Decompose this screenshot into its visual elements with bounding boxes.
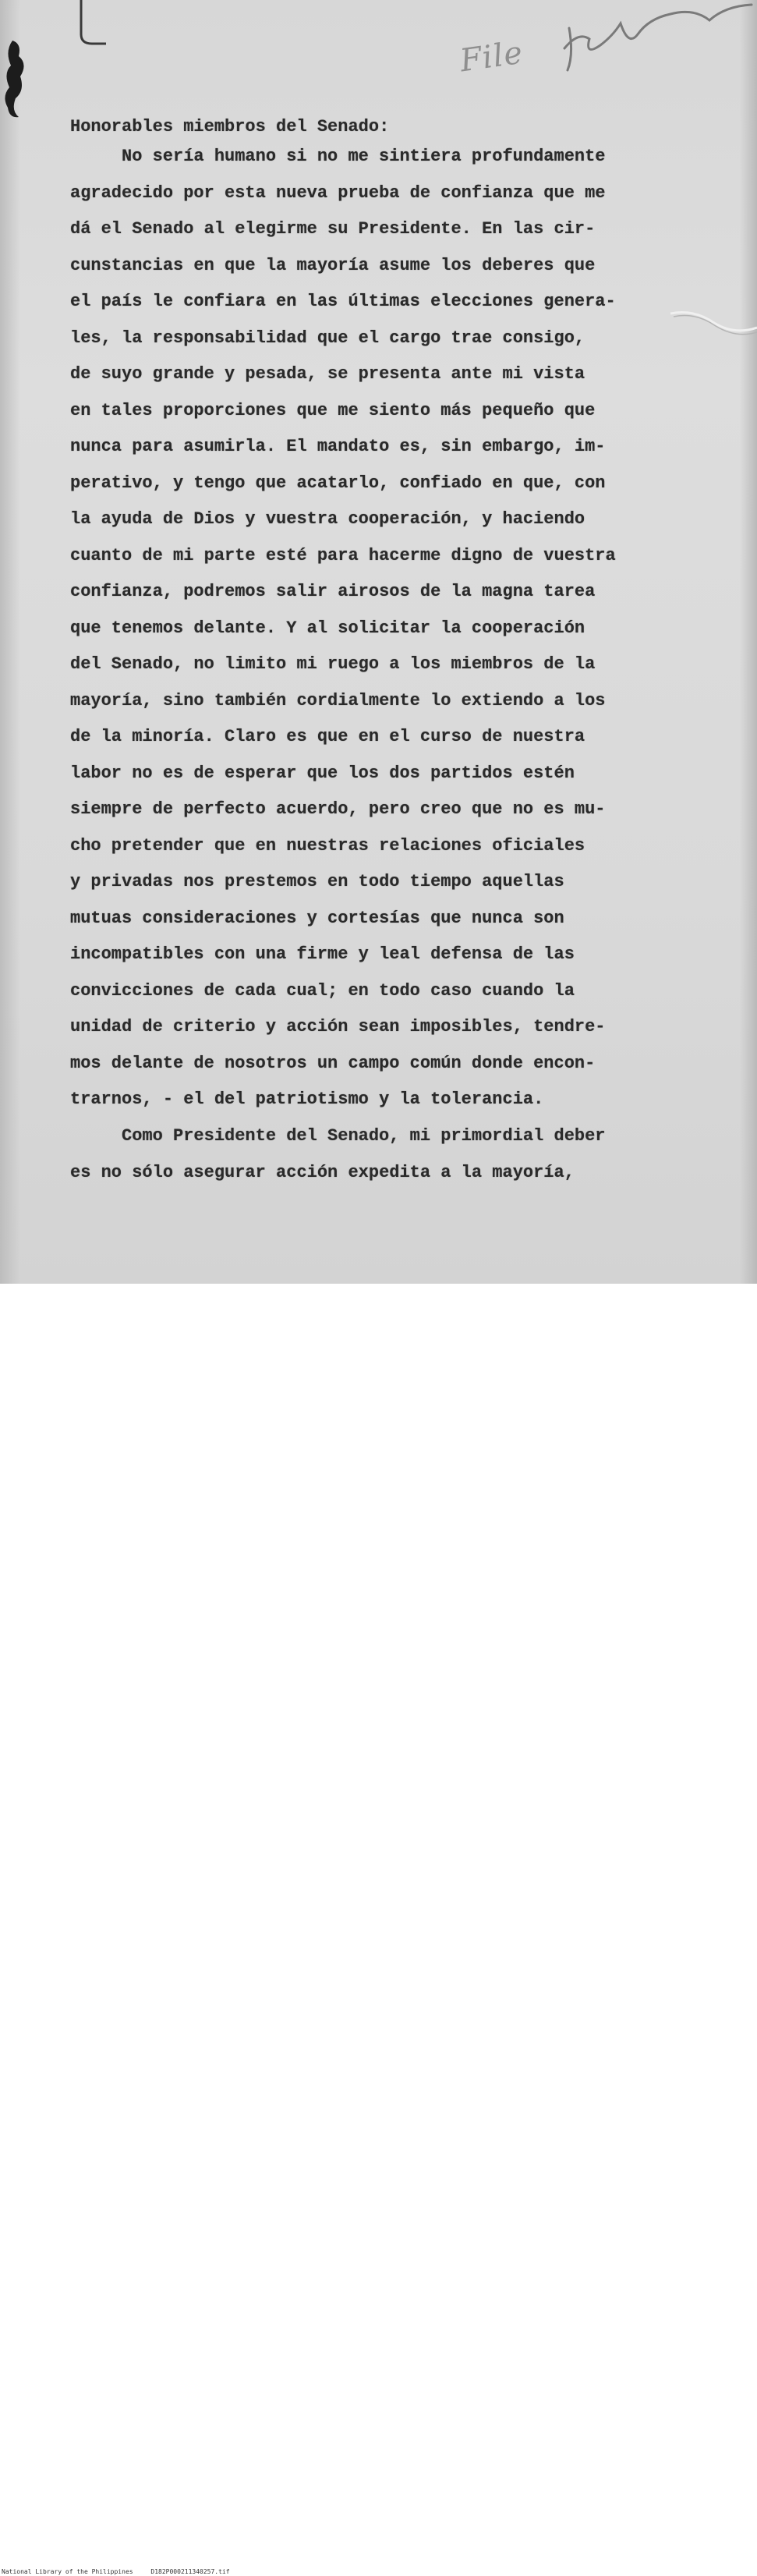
text-line: labor no es de esperar que los dos partidos estén: [70, 764, 575, 783]
text-line: el país le confiara en las últimas elecciones genera-: [70, 292, 616, 311]
text-line: la ayuda de Dios y vuestra cooperación, y haciendo: [70, 509, 585, 529]
text-line: nunca para asumirla. El mandato es, sin embargo, im-: [70, 437, 606, 456]
text-line: les, la responsabilidad que el cargo trae consigo,: [70, 328, 585, 348]
text-line: unidad de criterio y acción sean imposibles, tendre-: [70, 1017, 606, 1036]
text-line: de la minoría. Claro es que en el curso de nuestra: [70, 727, 585, 746]
text-line: en tales proporciones que me siento más pequeño que: [70, 401, 596, 420]
footer-library: National Library of the Philippines: [2, 2568, 133, 2575]
text-line: mutuas consideraciones y cortesías que nunca son: [70, 909, 564, 928]
text-line: del Senado, no limito mi ruego a los miembros de la: [70, 654, 596, 674]
text-line: trarnos, - el del patriotismo y la tolerancia.: [70, 1090, 544, 1109]
text-line: cunstancias en que la mayoría asume los deberes que: [70, 256, 596, 275]
text-line: cho pretender que en nuestras relaciones oficiales: [70, 836, 585, 856]
paper-clip-mark: [75, 0, 111, 48]
text-line: convicciones de cada cual; en todo caso cuando la: [70, 981, 575, 1001]
text-line: es no sólo asegurar acción expedita a la mayoría,: [70, 1163, 575, 1182]
scan-footer-text: [2, 2568, 244, 2576]
text-line: de suyo grande y pesada, se presenta ante mi vista: [70, 364, 585, 384]
text-line: siempre de perfecto acuerdo, pero creo que no es mu-: [70, 799, 606, 819]
text-line: incompatibles con una firme y leal defensa de las: [70, 944, 575, 964]
text-line: Como Presidente del Senado, mi primordial deber: [122, 1126, 606, 1146]
text-line: que tenemos delante. Y al solicitar la cooperación: [70, 618, 585, 638]
text-line: No sería humano si no me sintiera profundamente: [122, 147, 606, 166]
ink-blot-mark: [2, 36, 28, 122]
paper-tear: [670, 281, 757, 367]
document-page: [0, 0, 757, 1284]
footer-file-id: D182P000211340257.tif: [150, 2568, 230, 2575]
text-line: perativo, y tengo que acatarlo, confiado en que, con: [70, 473, 606, 493]
text-line: confianza, podremos salir airosos de la magna tarea: [70, 582, 596, 601]
scan-footer: [0, 1284, 757, 2575]
text-line: cuanto de mi parte esté para hacerme digno de vuestra: [70, 546, 616, 565]
text-line: mayoría, sino también cordialmente lo extiendo a los: [70, 691, 606, 710]
text-line: agradecido por esta nueva prueba de confianza que me: [70, 183, 606, 203]
page-edge-shadow-right: [740, 0, 757, 1284]
handwritten-file-note: File: [458, 34, 525, 80]
text-line: dá el Senado al elegirme su Presidente. En las cir-: [70, 219, 596, 239]
page-edge-shadow-left: [0, 0, 20, 1284]
text-line: mos delante de nosotros un campo común donde encon-: [70, 1054, 596, 1073]
text-line: y privadas nos prestemos en todo tiempo aquellas: [70, 872, 564, 891]
salutation: Honorables miembros del Senado:: [70, 117, 390, 136]
